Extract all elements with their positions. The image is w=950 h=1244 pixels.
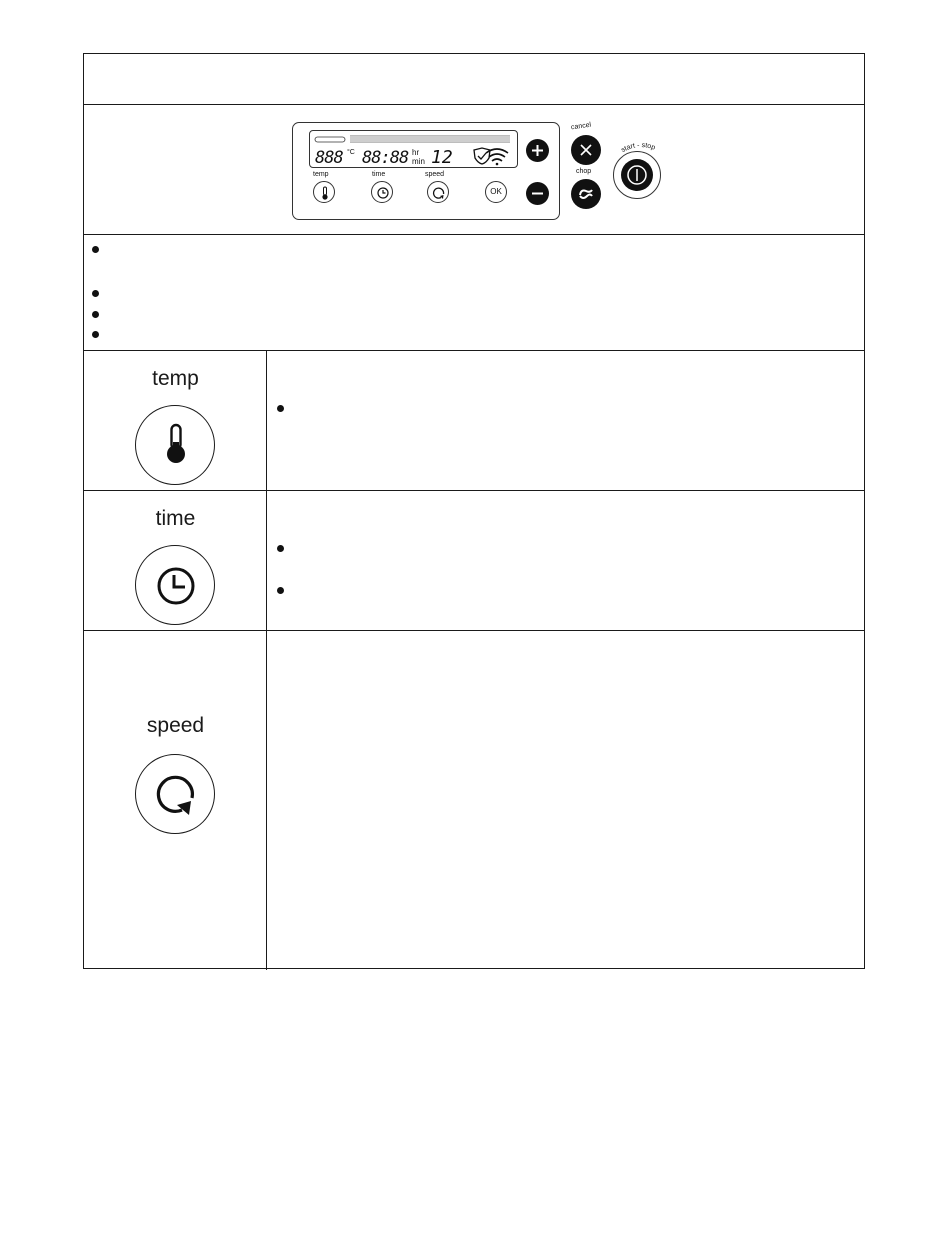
time-description	[267, 491, 864, 630]
bullets-row	[84, 235, 864, 351]
cancel-button[interactable]	[571, 135, 601, 165]
temp-row	[84, 351, 864, 491]
speed-description	[267, 631, 864, 970]
panel-ok-button[interactable]: OK	[485, 181, 507, 203]
cancel-x-icon	[571, 135, 601, 165]
cancel-label: cancel	[570, 121, 592, 132]
table-frame	[83, 53, 865, 969]
start-stop-button[interactable]	[613, 151, 661, 199]
bullet-1	[92, 246, 99, 253]
plus-button[interactable]	[526, 139, 549, 162]
bullet-3	[92, 311, 99, 318]
speed-row	[84, 631, 864, 970]
title-row	[84, 54, 864, 105]
rotate-icon	[428, 182, 450, 204]
lcd-temp-unit: °C	[347, 149, 355, 156]
clock-icon	[136, 546, 216, 626]
chop-icon	[571, 179, 601, 209]
panel-time-button[interactable]	[371, 181, 393, 203]
speed-label: speed	[146, 714, 205, 737]
temp-bullet	[277, 405, 284, 412]
start-stop-label: start - stop	[620, 141, 657, 155]
rotate-icon	[136, 755, 216, 835]
chop-label: chop	[576, 168, 592, 175]
time-label: time	[155, 507, 196, 530]
temp-description	[267, 351, 864, 490]
lcd-min: min	[412, 157, 425, 166]
temp-label: temp	[152, 367, 199, 390]
speed-button[interactable]	[135, 754, 215, 834]
power-icon	[621, 159, 653, 191]
control-panel	[292, 122, 560, 220]
lcd-time-digits: 88:88	[362, 148, 409, 168]
time-button[interactable]	[135, 545, 215, 625]
time-bullet-1	[277, 545, 284, 552]
panel-temp-button[interactable]	[313, 181, 335, 203]
control-panel-row	[84, 105, 864, 235]
time-bullet-2	[277, 587, 284, 594]
panel-speed-label: speed	[425, 171, 445, 178]
speed-cell	[84, 631, 267, 970]
plus-icon	[526, 139, 549, 162]
lcd-speed-digits: 12	[431, 147, 453, 168]
temp-cell	[84, 351, 267, 490]
minus-icon	[526, 182, 549, 205]
bullet-2	[92, 290, 99, 297]
minus-button[interactable]	[526, 182, 549, 205]
time-cell	[84, 491, 267, 630]
lcd-display	[309, 130, 518, 168]
lcd-hr: hr	[412, 148, 420, 157]
panel-time-label: time	[372, 171, 386, 178]
panel-temp-label: temp	[313, 171, 329, 178]
temp-button[interactable]	[135, 405, 215, 485]
chop-button[interactable]	[571, 179, 601, 209]
thermometer-icon	[314, 182, 336, 204]
thermometer-icon	[136, 406, 216, 486]
panel-speed-button[interactable]	[427, 181, 449, 203]
clock-icon	[372, 182, 394, 204]
time-row	[84, 491, 864, 631]
lcd-temp-digits: 888	[315, 148, 343, 168]
shield-icon	[474, 148, 490, 164]
bullet-4	[92, 331, 99, 338]
